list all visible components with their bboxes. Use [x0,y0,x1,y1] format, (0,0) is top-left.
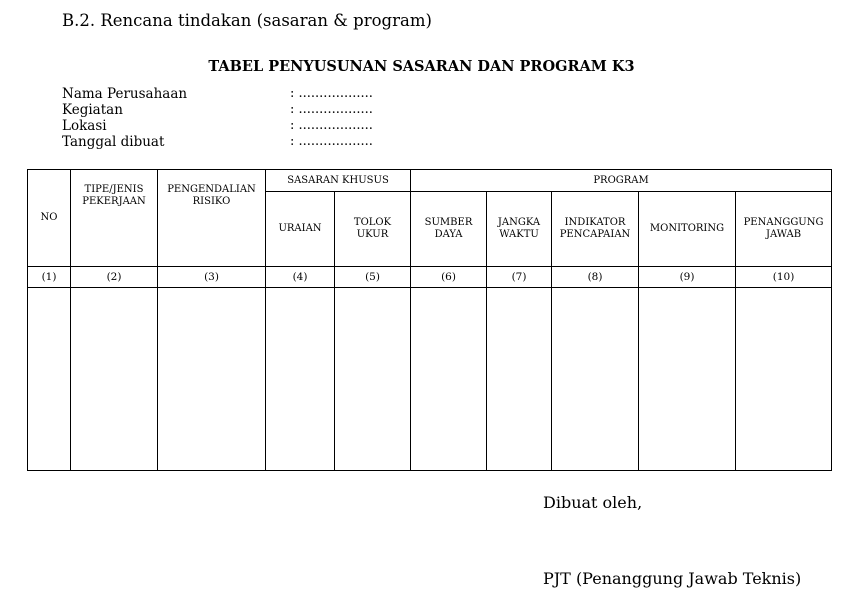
date-created-label: Tanggal dibuat [62,134,165,150]
column-number: (5) [335,267,411,288]
column-number: (2) [71,267,158,288]
program-table [27,169,832,471]
empty-cell [158,288,266,471]
signed-by-label: Dibuat oleh, [543,493,643,512]
document-title: TABEL PENYUSUNAN SASARAN DAN PROGRAM K3 [208,58,635,75]
header-time-frame: JANGKA WAKTU [487,192,552,267]
date-created-value: : .................. [290,134,373,149]
empty-cell [639,288,736,471]
location-value: : .................. [290,118,373,133]
column-number: (9) [639,267,736,288]
empty-cell [736,288,832,471]
column-number: (10) [736,267,832,288]
empty-cell [335,288,411,471]
header-resources: SUMBER DAYA [411,192,487,267]
empty-cell [266,288,335,471]
header-description: URAIAN [266,192,335,267]
company-name-label: Nama Perusahaan [62,86,188,102]
column-number: (4) [266,267,335,288]
header-achievement-indicator: INDIKATOR PENCAPAIAN [552,192,639,267]
signer-title: PJT (Penanggung Jawab Teknis) [543,569,802,588]
header-risk-control: PENGENDALIAN RISIKO [158,170,266,267]
location-label: Lokasi [62,118,107,134]
column-number: (7) [487,267,552,288]
activity-label: Kegiatan [62,102,123,118]
column-number: (1) [28,267,71,288]
column-number: (6) [411,267,487,288]
empty-cell [28,288,71,471]
section-heading: B.2. Rencana tindakan (sasaran & program) [62,11,432,30]
header-job-type: TIPE/JENIS PEKERJAAN [71,170,158,267]
company-name-value: : .................. [290,86,373,101]
header-program: PROGRAM [411,170,832,192]
empty-cell [411,288,487,471]
header-no: NO [28,170,71,267]
activity-value: : .................. [290,102,373,117]
empty-cell [552,288,639,471]
empty-cell [71,288,158,471]
column-number: (3) [158,267,266,288]
column-number: (8) [552,267,639,288]
empty-cell [487,288,552,471]
header-person-in-charge: PENANGGUNG JAWAB [736,192,832,267]
header-monitoring: MONITORING [639,192,736,267]
header-specific-targets: SASARAN KHUSUS [266,170,411,192]
header-benchmark: TOLOK UKUR [335,192,411,267]
